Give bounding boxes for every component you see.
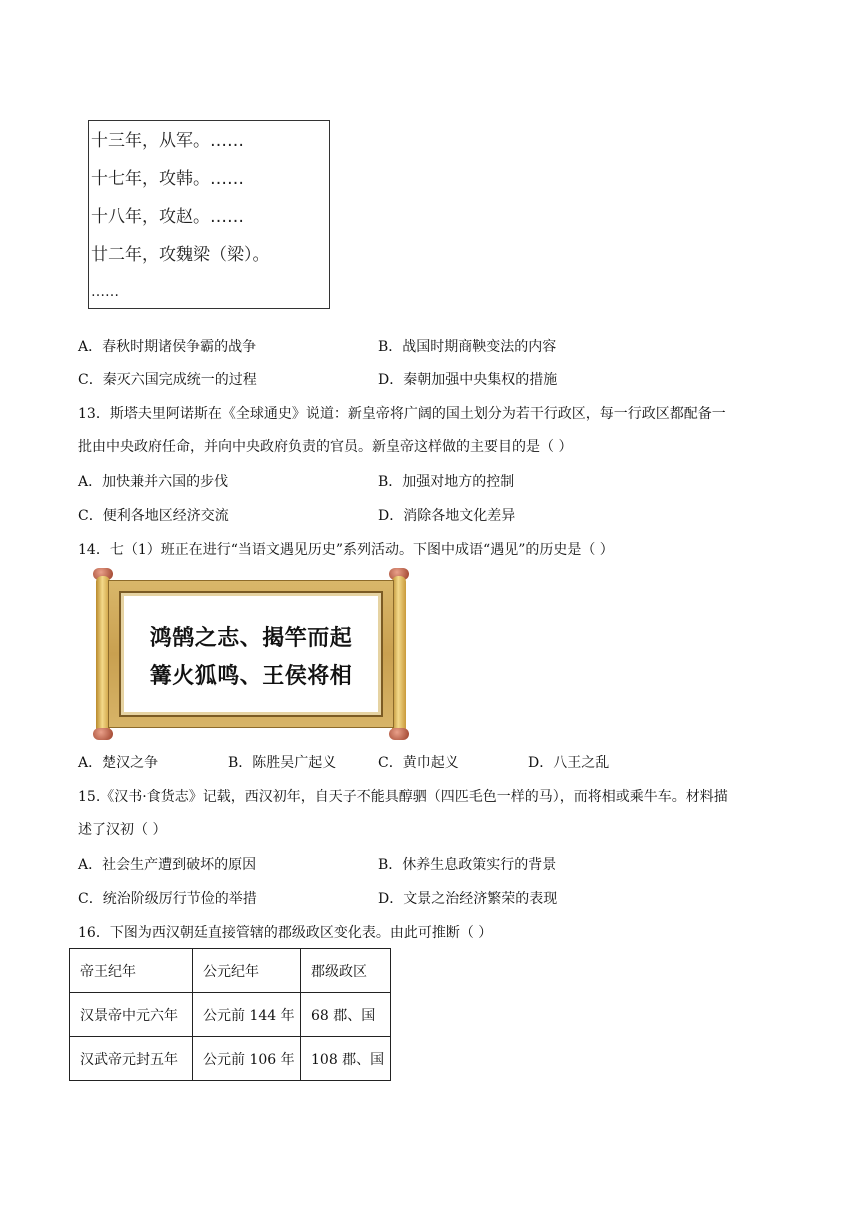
table-cell: 汉景帝中元六年 — [70, 993, 193, 1037]
table-header-row — [70, 949, 391, 993]
q12-option-c[interactable]: C．秦灭六国完成统一的过程 — [78, 372, 257, 388]
q12-option-a[interactable]: A．春秋时期诸侯争霸的战争 — [78, 339, 257, 355]
q14-option-b[interactable]: B．陈胜吴广起义 — [228, 755, 337, 771]
q13-option-a[interactable]: A．加快兼并六国的步伐 — [78, 474, 229, 490]
q15-option-d[interactable]: D．文景之治经济繁荣的表现 — [378, 891, 558, 907]
q12-option-d[interactable]: D．秦朝加强中央集权的措施 — [378, 372, 558, 388]
table-header-cell: 公元纪年 — [193, 949, 301, 993]
table-cell: 108 郡、国 — [301, 1037, 391, 1081]
record-image — [88, 120, 330, 309]
record-line-2: 十七年，攻韩。…… — [91, 169, 244, 189]
q13-stem-line-2: 批由中央政府任命，并向中央政府负责的官员。新皇帝这样做的主要目的是（ ） — [78, 439, 573, 455]
table-header-cell: 帝王纪年 — [70, 949, 193, 993]
q14-option-c[interactable]: C．黄巾起义 — [378, 755, 459, 771]
scroll-rod-right — [392, 576, 406, 734]
table-cell: 汉武帝元封五年 — [70, 1037, 193, 1081]
q16-stem: 16．下图为西汉朝廷直接管辖的郡级政区变化表。由此可推断（ ） — [78, 925, 493, 941]
administrative-region-table — [69, 948, 391, 1081]
q13-stem-line-1: 13．斯塔夫里阿诺斯在《全球通史》说道：新皇帝将广阔的国土划分为若干行政区，每一行政区都配备一 — [78, 406, 726, 422]
table-row — [70, 993, 391, 1037]
scroll-text-line-1: 鸿鹄之志、揭竿而起 — [149, 626, 353, 651]
q15-option-b[interactable]: B．休养生息政策实行的背景 — [378, 857, 557, 873]
scroll-text-panel — [119, 591, 383, 717]
q14-stem: 14．七（1）班正在进行“当语文遇见历史”系列活动。下图中成语“遇见”的历史是（ ） — [78, 542, 614, 558]
record-line-3: 十八年，攻赵。…… — [91, 207, 244, 227]
q15-option-a[interactable]: A．社会生产遭到破坏的原因 — [78, 857, 257, 873]
record-line-1: 十三年，从军。…… — [91, 131, 244, 151]
q12-option-b[interactable]: B．战国时期商鞅变法的内容 — [378, 339, 557, 355]
q15-option-c[interactable]: C．统治阶级厉行节俭的举措 — [78, 891, 257, 907]
q14-option-a[interactable]: A．楚汉之争 — [78, 755, 159, 771]
q15-stem-line-2: 述了汉初（ ） — [78, 822, 167, 838]
q13-option-b[interactable]: B．加强对地方的控制 — [378, 474, 515, 490]
table-cell: 公元前 144 年 — [193, 993, 301, 1037]
q15-stem-line-1: 15.《汉书·食货志》记载，西汉初年，自天子不能具醇驷（四匹毛色一样的马），而将相或乘牛车。材料描 — [78, 789, 728, 805]
q13-option-d[interactable]: D．消除各地文化差异 — [378, 508, 516, 524]
q14-option-d[interactable]: D．八王之乱 — [528, 755, 610, 771]
table-header-cell: 郡级政区 — [301, 949, 391, 993]
record-line-4: 廿二年，攻魏梁（梁）。 — [91, 245, 270, 265]
table-cell: 68 郡、国 — [301, 993, 391, 1037]
scroll-knob-bottom-left — [93, 728, 113, 740]
scroll-knob-bottom-right — [389, 728, 409, 740]
scroll-text-line-2: 篝火狐鸣、王侯将相 — [149, 664, 353, 689]
q13-option-c[interactable]: C．便利各地区经济交流 — [78, 508, 229, 524]
scroll-image — [92, 568, 410, 740]
scroll-paper — [108, 580, 394, 728]
record-line-5: …… — [91, 284, 119, 300]
table-row — [70, 1037, 391, 1081]
table-cell: 公元前 106 年 — [193, 1037, 301, 1081]
